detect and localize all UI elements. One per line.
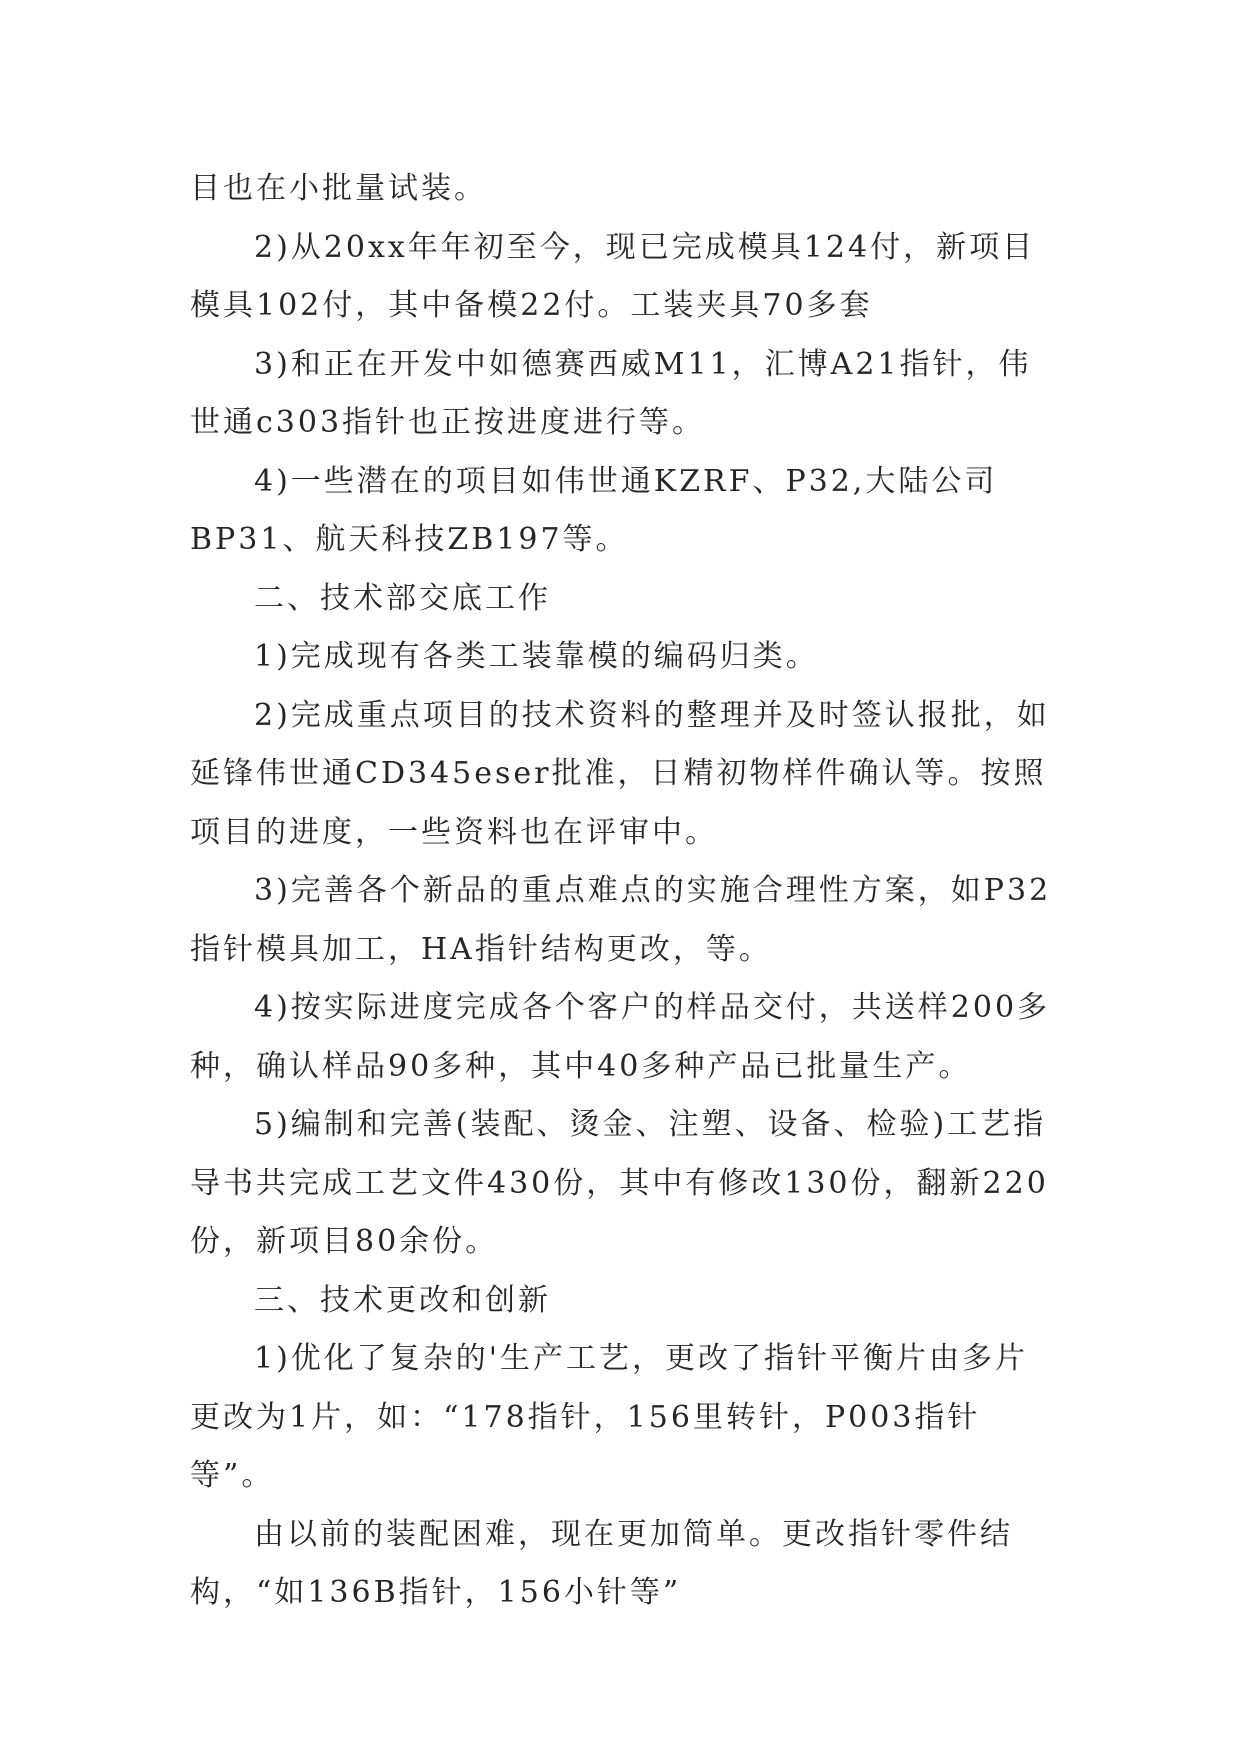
paragraph-3: 3)和正在开发中如德赛西威M11，汇博A21指针，伟世通c303指针也正按进度进行等。	[190, 346, 1032, 440]
section-heading-3: 三、技术更改和创新	[254, 1282, 551, 1318]
paragraph-4: 4)一些潜在的项目如伟世通KZRF、P32,大陆公司BP31、航天科技ZB197等。	[190, 463, 998, 557]
paragraph-13: 由以前的装配困难，现在更加简单。更改指针零件结构，“如136B指针，156小针等”	[190, 1516, 1013, 1610]
paragraph-9: 4)按实际进度完成各个客户的样品交付，共送样200多种，确认样品90多种，其中40多种产品已批量生产。	[190, 990, 1051, 1084]
section-heading-2: 二、技术部交底工作	[254, 580, 551, 616]
paragraph-10: 5)编制和完善(装配、烫金、注塑、设备、检验)工艺指导书共完成工艺文件430份，其中有修改130份，翻新220份，新项目80余份。	[190, 1107, 1049, 1259]
paragraph-7: 2)完成重点项目的技术资料的整理并及时签认报批，如延锋伟世通CD345eser批准，日精初物样件确认等。按照项目的进度，一些资料也在评审中。	[190, 697, 1050, 850]
paragraph-1: 目也在小批量试装。	[190, 171, 487, 206]
paragraph-12: 1)优化了复杂的'生产工艺，更改了指针平衡片由多片更改为1片，如：“178指针，156里转针，P003指针等”。	[190, 1341, 1029, 1493]
paragraph-2: 2)从20xx年年初至今，现已完成模具124付，新项目模具102付，其中备模22付。工装夹具70多套	[190, 229, 1036, 323]
paragraph-6: 1)完成现有各类工装靠模的编码归类。	[254, 639, 819, 674]
paragraph-8: 3)完善各个新品的重点难点的实施合理性方案，如P32指针模具加工，HA指针结构更改，等。	[190, 873, 1052, 967]
document-body	[190, 160, 1056, 1623]
